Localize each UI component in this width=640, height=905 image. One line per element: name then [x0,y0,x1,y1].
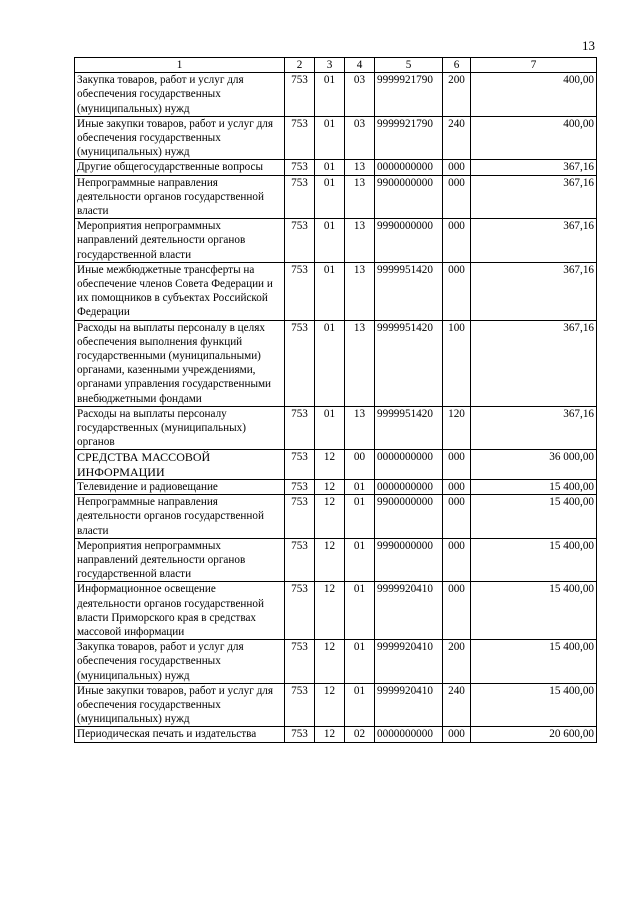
row-expense-type: 000 [443,219,471,263]
row-subsection: 13 [345,262,375,320]
row-expense-type: 200 [443,640,471,684]
row-grbs: 753 [285,160,315,175]
row-target-article: 0000000000 [375,727,443,742]
row-sum: 15 400,00 [471,683,597,727]
row-expense-type: 000 [443,160,471,175]
row-grbs: 753 [285,640,315,684]
table-row [75,320,597,406]
row-name: Иные межбюджетные трансферты на обеспечение членов Совета Федерации и их помощников в субъектах Российской Федерации [75,262,285,320]
row-subsection: 01 [345,683,375,727]
row-section: 12 [315,582,345,640]
row-sum: 400,00 [471,116,597,160]
header-col-3: 3 [315,58,345,73]
row-target-article: 9999921790 [375,73,443,117]
row-subsection: 03 [345,73,375,117]
row-grbs: 753 [285,73,315,117]
row-target-article: 9999951420 [375,320,443,406]
row-target-article: 9999921790 [375,116,443,160]
row-grbs: 753 [285,479,315,494]
row-target-article: 0000000000 [375,479,443,494]
table-row [75,727,597,742]
row-expense-type: 000 [443,450,471,479]
row-section: 12 [315,683,345,727]
header-col-6: 6 [443,58,471,73]
row-name: Другие общегосударственные вопросы [75,160,285,175]
row-expense-type: 000 [443,479,471,494]
row-subsection: 13 [345,160,375,175]
row-sum: 15 400,00 [471,640,597,684]
table-body [75,73,597,742]
row-sum: 367,16 [471,160,597,175]
row-target-article: 9990000000 [375,219,443,263]
row-sum: 400,00 [471,73,597,117]
table-row [75,640,597,684]
row-name: Периодическая печать и издательства [75,727,285,742]
row-grbs: 753 [285,450,315,479]
row-subsection: 01 [345,538,375,582]
row-target-article: 9999920410 [375,683,443,727]
row-sum: 367,16 [471,262,597,320]
row-section: 01 [315,262,345,320]
header-col-2: 2 [285,58,315,73]
row-grbs: 753 [285,582,315,640]
table-row [75,175,597,219]
row-sum: 36 000,00 [471,450,597,479]
row-subsection: 13 [345,320,375,406]
row-expense-type: 240 [443,116,471,160]
table-row [75,450,597,479]
row-section: 01 [315,73,345,117]
row-target-article: 0000000000 [375,160,443,175]
row-grbs: 753 [285,219,315,263]
row-subsection: 13 [345,219,375,263]
row-section: 01 [315,160,345,175]
row-section: 12 [315,495,345,539]
row-name: Расходы на выплаты персоналу государственных (муниципальных) органов [75,406,285,450]
row-sum: 367,16 [471,219,597,263]
row-sum: 367,16 [471,320,597,406]
row-grbs: 753 [285,320,315,406]
row-section: 01 [315,406,345,450]
row-section: 12 [315,538,345,582]
row-expense-type: 000 [443,495,471,539]
row-subsection: 02 [345,727,375,742]
row-sum: 367,16 [471,406,597,450]
header-col-4: 4 [345,58,375,73]
row-expense-type: 200 [443,73,471,117]
row-grbs: 753 [285,495,315,539]
row-grbs: 753 [285,406,315,450]
table-row [75,406,597,450]
row-name: Непрограммные направления деятельности органов государственной власти [75,495,285,539]
row-name: Закупка товаров, работ и услуг для обеспечения государственных (муниципальных) нужд [75,640,285,684]
row-sum: 15 400,00 [471,479,597,494]
budget-table [74,57,597,743]
row-section: 12 [315,479,345,494]
row-name: Закупка товаров, работ и услуг для обеспечения государственных (муниципальных) нужд [75,73,285,117]
row-target-article: 9999951420 [375,262,443,320]
header-col-5: 5 [375,58,443,73]
row-section: 01 [315,116,345,160]
header-col-1: 1 [75,58,285,73]
row-subsection: 01 [345,479,375,494]
row-name: СРЕДСТВА МАССОВОЙ ИНФОРМАЦИИ [75,450,285,479]
row-target-article: 9999920410 [375,582,443,640]
row-expense-type: 000 [443,175,471,219]
row-name: Непрограммные направления деятельности органов государственной власти [75,175,285,219]
row-expense-type: 000 [443,727,471,742]
row-expense-type: 120 [443,406,471,450]
row-subsection: 13 [345,406,375,450]
table-row [75,582,597,640]
row-name: Информационное освещение деятельности органов государственной власти Приморского края в средствах массовой информации [75,582,285,640]
row-expense-type: 000 [443,262,471,320]
row-name: Иные закупки товаров, работ и услуг для обеспечения государственных (муниципальных) нужд [75,116,285,160]
row-expense-type: 240 [443,683,471,727]
row-target-article: 9990000000 [375,538,443,582]
row-target-article: 0000000000 [375,450,443,479]
row-sum: 367,16 [471,175,597,219]
table-row [75,219,597,263]
row-expense-type: 000 [443,538,471,582]
row-grbs: 753 [285,175,315,219]
row-subsection: 01 [345,495,375,539]
row-expense-type: 000 [443,582,471,640]
table-row [75,262,597,320]
table-header-row [75,58,597,73]
row-section: 12 [315,450,345,479]
page-number: 13 [582,38,595,53]
row-subsection: 13 [345,175,375,219]
row-section: 01 [315,219,345,263]
row-target-article: 9999920410 [375,640,443,684]
row-sum: 20 600,00 [471,727,597,742]
row-grbs: 753 [285,683,315,727]
row-section: 12 [315,727,345,742]
row-subsection: 01 [345,582,375,640]
row-target-article: 9900000000 [375,495,443,539]
row-subsection: 03 [345,116,375,160]
row-name: Иные закупки товаров, работ и услуг для обеспечения государственных (муниципальных) нужд [75,683,285,727]
table-row [75,683,597,727]
row-sum: 15 400,00 [471,538,597,582]
table-row [75,160,597,175]
row-sum: 15 400,00 [471,582,597,640]
table-row [75,495,597,539]
row-expense-type: 100 [443,320,471,406]
row-section: 01 [315,175,345,219]
row-target-article: 9999951420 [375,406,443,450]
row-grbs: 753 [285,116,315,160]
row-section: 12 [315,640,345,684]
row-grbs: 753 [285,727,315,742]
row-sum: 15 400,00 [471,495,597,539]
row-subsection: 01 [345,640,375,684]
row-name: Мероприятия непрограммных направлений деятельности органов государственной власти [75,538,285,582]
table-row [75,538,597,582]
row-grbs: 753 [285,262,315,320]
row-name: Телевидение и радиовещание [75,479,285,494]
table-row [75,479,597,494]
header-col-7: 7 [471,58,597,73]
row-name: Мероприятия непрограммных направлений деятельности органов государственной власти [75,219,285,263]
table-row [75,116,597,160]
row-name: Расходы на выплаты персоналу в целях обеспечения выполнения функций государственными (муниципальными) органами, казенными учреждениями, органами управления государственными внебюджетными фондами [75,320,285,406]
row-target-article: 9900000000 [375,175,443,219]
row-subsection: 00 [345,450,375,479]
table-row [75,73,597,117]
row-section: 01 [315,320,345,406]
row-grbs: 753 [285,538,315,582]
